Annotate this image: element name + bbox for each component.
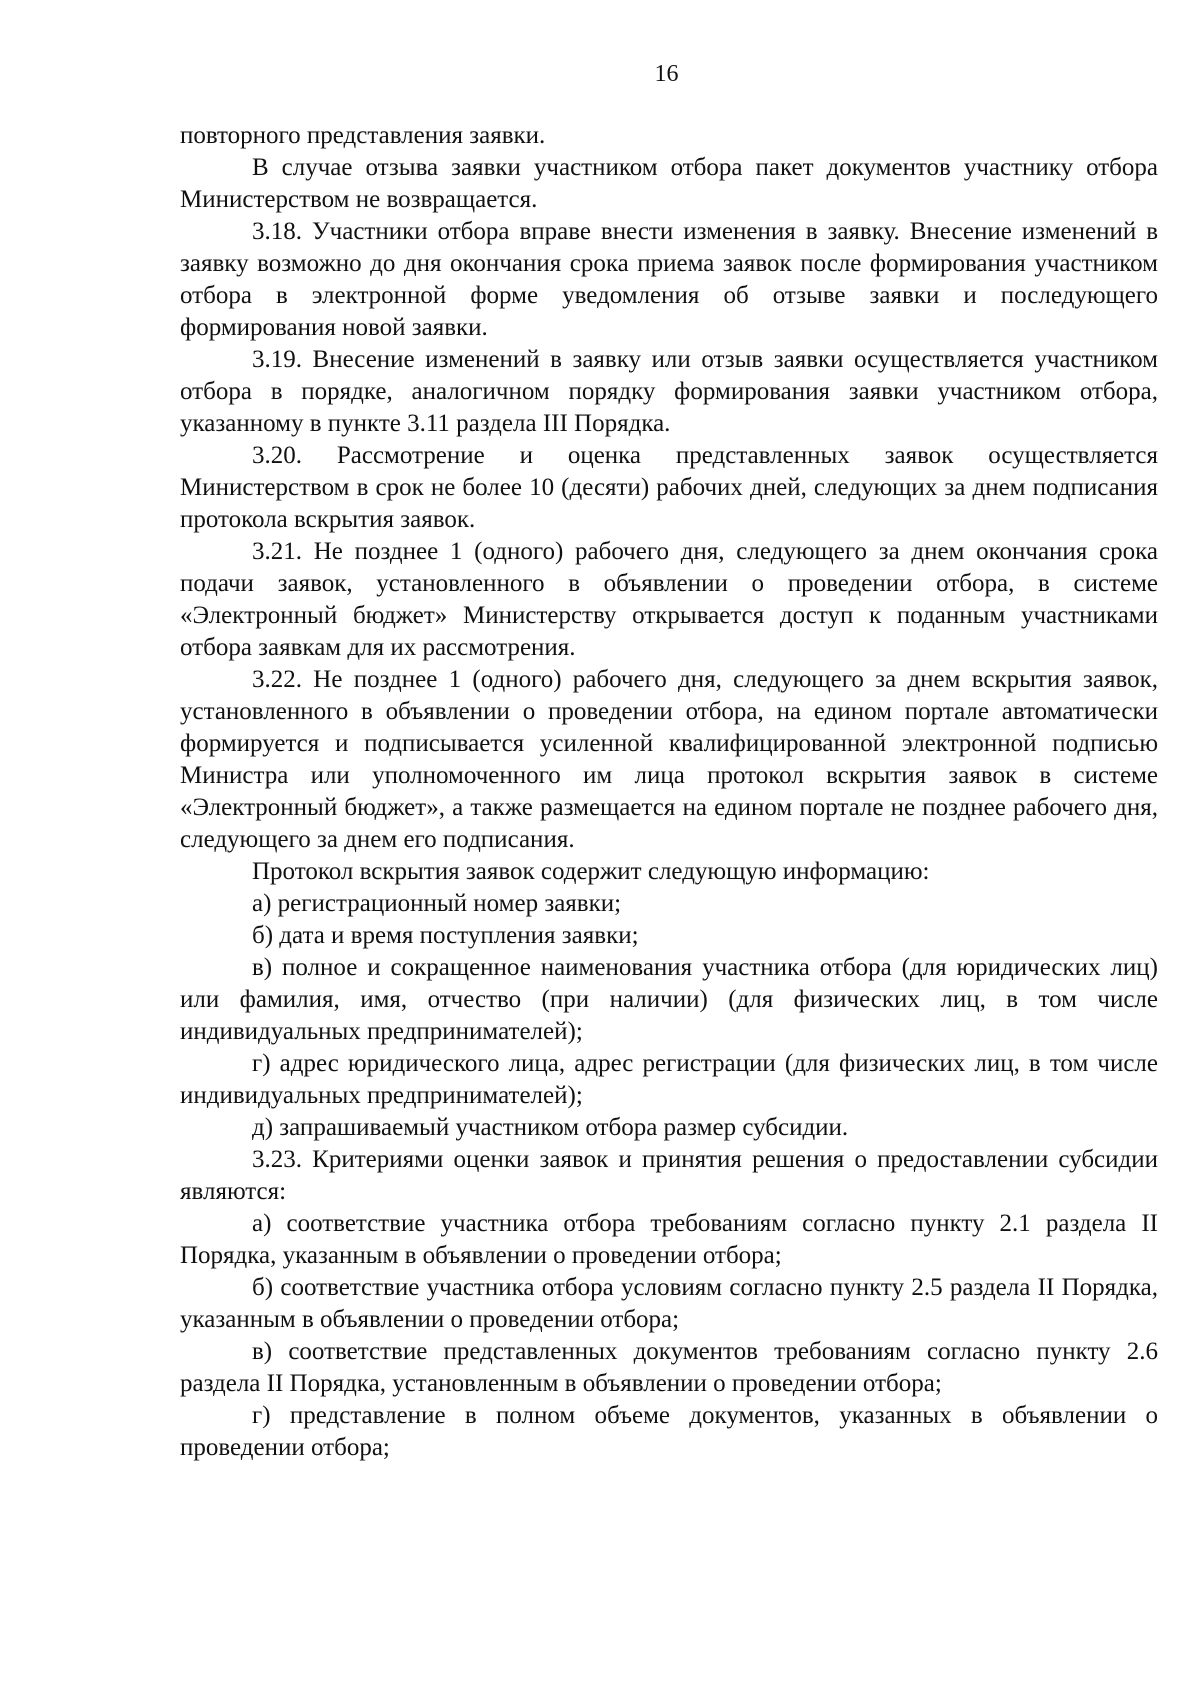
paragraph: 3.20. Рассмотрение и оценка представленных заявок осуществляется Министерством в срок не более 10 (десяти) рабочих дней, следующих за днем подписания протокола вскрытия заявок. <box>180 442 1158 533</box>
paragraph: 3.19. Внесение изменений в заявку или отзыв заявки осуществляется участником отбора в порядке, аналогичном порядку формирования заявки участником отбора, указанному в пункте 3.11 раздела III Порядка. <box>180 346 1158 437</box>
paragraph: повторного представления заявки. <box>180 122 546 149</box>
list-item: б) дата и время поступления заявки; <box>252 922 639 949</box>
paragraph: Протокол вскрытия заявок содержит следующую информацию: <box>252 858 930 885</box>
paragraph: 3.21. Не позднее 1 (одного) рабочего дня, следующего за днем окончания срока подачи заявок, установленного в объявлении о проведении отбора, в системе «Электронный бюджет» Министерству открывается доступ к поданным участниками отбора заявкам для их рассмотрения. <box>180 538 1158 661</box>
page-number: 16 <box>654 61 679 87</box>
list-item: г) представление в полном объеме документов, указанных в объявлении о проведении отбора; <box>180 1402 1158 1461</box>
list-item: а) регистрационный номер заявки; <box>252 890 622 917</box>
list-item: д) запрашиваемый участником отбора размер субсидии. <box>252 1114 849 1141</box>
paragraph: 3.18. Участники отбора вправе внести изменения в заявку. Внесение изменений в заявку возможно до дня окончания срока приема заявок после формирования участником отбора в электронной форме уведомления об отзыве заявки и последующего формирования новой заявки. <box>180 218 1158 341</box>
paragraph: 3.22. Не позднее 1 (одного) рабочего дня, следующего за днем вскрытия заявок, установленного в объявлении о проведении отбора, на едином портале автоматически формируется и подписывается усиленной квалифицированной электронной подписью Министра или уполномоченного им лица протокол вскрытия заявок в системе «Электронный бюджет», а также размещается на едином портале не позднее рабочего дня, следующего за днем его подписания. <box>180 666 1158 853</box>
list-item: в) соответствие представленных документов требованиям согласно пункту 2.6 раздела II Порядка, установленным в объявлении о проведении отбора; <box>180 1338 1158 1397</box>
document-body <box>180 120 1158 1464</box>
paragraph: 3.23. Критериями оценки заявок и принятия решения о предоставлении субсидии являются: <box>180 1146 1158 1205</box>
paragraph: В случае отзыва заявки участником отбора пакет документов участнику отбора Министерством не возвращается. <box>180 154 1158 213</box>
list-item: г) адрес юридического лица, адрес регистрации (для физических лиц, в том числе индивидуальных предпринимателей); <box>180 1050 1158 1109</box>
list-item: в) полное и сокращенное наименования участника отбора (для юридических лиц) или фамилия, имя, отчество (при наличии) (для физических лиц, в том числе индивидуальных предпринимателей); <box>180 954 1158 1045</box>
list-item: б) соответствие участника отбора условиям согласно пункту 2.5 раздела II Порядка, указанным в объявлении о проведении отбора; <box>180 1274 1158 1333</box>
list-item: а) соответствие участника отбора требованиям согласно пункту 2.1 раздела II Порядка, указанным в объявлении о проведении отбора; <box>180 1210 1158 1269</box>
